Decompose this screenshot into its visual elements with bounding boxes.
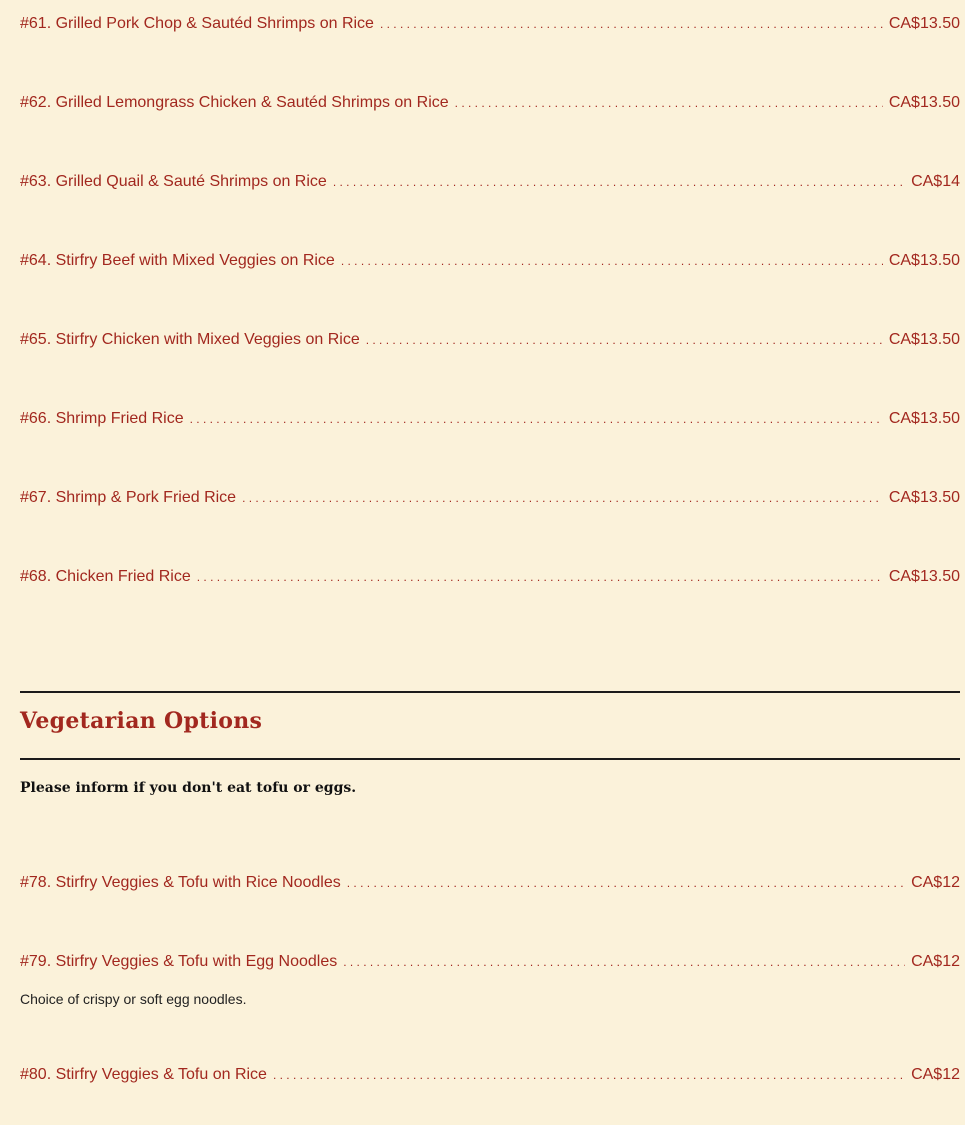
menu-item-price: CA$13.50: [888, 410, 960, 427]
section-divider-bottom: [20, 758, 960, 760]
dot-leader: [366, 333, 883, 347]
menu-item-price: CA$13.50: [888, 252, 960, 269]
menu-item-price: CA$12: [911, 1066, 960, 1083]
menu-item-65[interactable]: [20, 331, 960, 353]
menu-item-66[interactable]: [20, 410, 960, 432]
menu-item-62[interactable]: [20, 94, 960, 116]
menu-item-name: #63. Grilled Quail & Sauté Shrimps on Rice: [20, 173, 327, 190]
menu-item-price: CA$13.50: [888, 94, 960, 111]
menu-item-79[interactable]: [20, 953, 960, 975]
dot-leader: [273, 1068, 905, 1082]
dot-leader: [341, 254, 883, 268]
dot-leader: [343, 955, 905, 969]
menu-item-price: CA$13.50: [888, 489, 960, 506]
menu-item-name: #79. Stirfry Veggies & Tofu with Egg Noodles: [20, 953, 338, 970]
menu-item-68[interactable]: [20, 568, 960, 590]
menu-item-name: #67. Shrimp & Pork Fried Rice: [20, 489, 237, 506]
menu-item-name: #62. Grilled Lemongrass Chicken & Sautéd Shrimps on Rice: [20, 94, 449, 111]
menu-item-61[interactable]: [20, 15, 960, 37]
menu-item-name: #78. Stirfry Veggies & Tofu with Rice Noodles: [20, 874, 341, 891]
dot-leader: [455, 96, 883, 110]
menu-item-price: CA$13.50: [888, 568, 960, 585]
dot-leader: [380, 17, 883, 31]
menu-item-name: #66. Shrimp Fried Rice: [20, 410, 184, 427]
menu-item-name: #64. Stirfry Beef with Mixed Veggies on Rice: [20, 252, 335, 269]
menu-item-78[interactable]: [20, 874, 960, 896]
menu-item-price: CA$12: [911, 874, 960, 891]
menu-item-name: #61. Grilled Pork Chop & Sautéd Shrimps on Rice: [20, 15, 374, 32]
section-notice: Please inform if you don't eat tofu or eggs.: [20, 780, 357, 796]
menu-item-price: CA$12: [911, 953, 960, 970]
menu-item-63[interactable]: [20, 173, 960, 195]
dot-leader: [347, 876, 905, 890]
menu-item-name: #65. Stirfry Chicken with Mixed Veggies on Rice: [20, 331, 360, 348]
menu-item-description: Choice of crispy or soft egg noodles.: [20, 991, 247, 1007]
menu-item-name: #68. Chicken Fried Rice: [20, 568, 191, 585]
menu-item-64[interactable]: [20, 252, 960, 274]
menu-item-name: #80. Stirfry Veggies & Tofu on Rice: [20, 1066, 267, 1083]
dot-leader: [197, 570, 883, 584]
section-title: Vegetarian Options: [20, 708, 263, 734]
menu-item-price: CA$13.50: [888, 331, 960, 348]
dot-leader: [333, 175, 905, 189]
section-divider-top: [20, 691, 960, 693]
menu-item-price: CA$13.50: [888, 15, 960, 32]
menu-item-67[interactable]: [20, 489, 960, 511]
dot-leader: [242, 491, 883, 505]
menu-item-price: CA$14: [911, 173, 960, 190]
dot-leader: [190, 412, 883, 426]
menu-item-80[interactable]: [20, 1066, 960, 1088]
